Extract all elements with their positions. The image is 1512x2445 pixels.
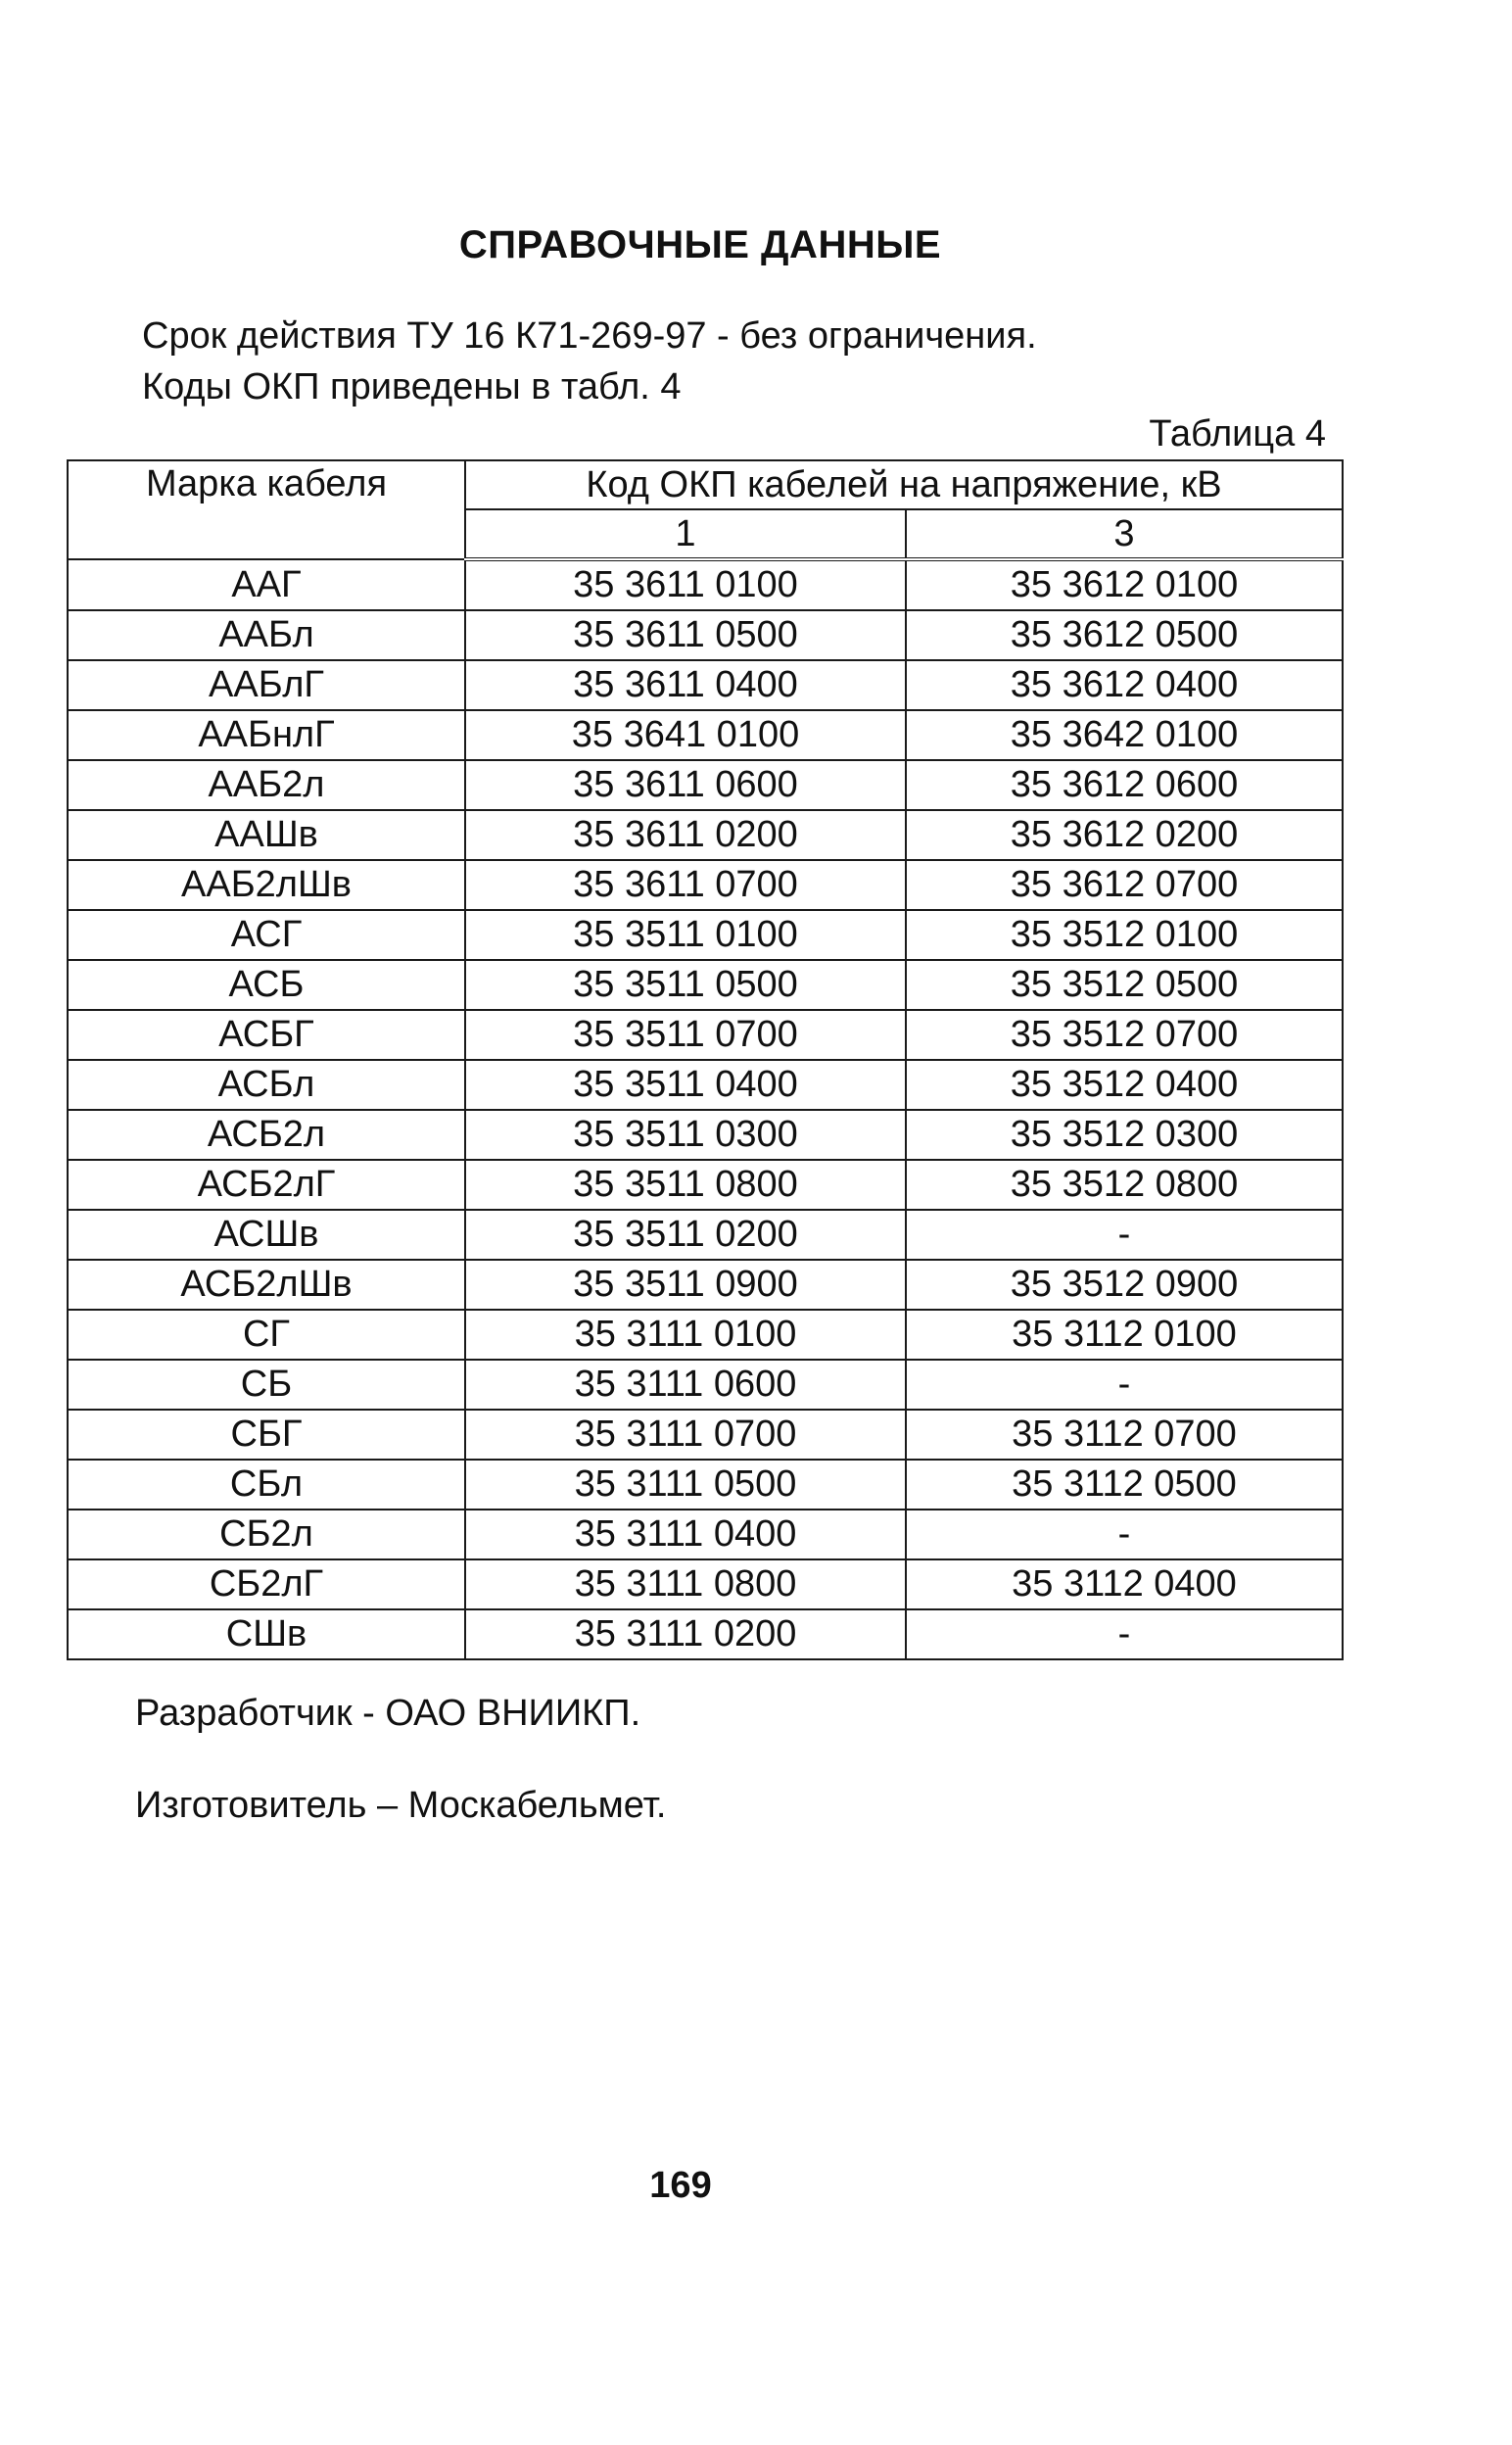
page-number: 169 <box>649 2165 712 2206</box>
table-row <box>68 1160 1343 1210</box>
cable-mark-cell: АСБ2лГ <box>68 1160 465 1210</box>
table-row <box>68 1260 1343 1310</box>
okp-code-3kv-cell: - <box>906 1210 1343 1260</box>
okp-code-3kv-cell: - <box>906 1609 1343 1659</box>
okp-code-3kv-cell: 35 3512 0100 <box>906 910 1343 960</box>
table-row <box>68 710 1343 760</box>
okp-code-1kv-cell: 35 3511 0100 <box>465 910 906 960</box>
cable-mark-cell: СБГ <box>68 1410 465 1460</box>
cable-mark-cell: АСШв <box>68 1210 465 1260</box>
cable-mark-cell: АСБл <box>68 1060 465 1110</box>
okp-code-1kv-cell: 35 3611 0600 <box>465 760 906 810</box>
cable-mark-cell: ААГ <box>68 559 465 610</box>
developer-text: Разработчик - ОАО ВНИИКП. <box>135 1693 641 1734</box>
cable-mark-cell: АСБ <box>68 960 465 1010</box>
okp-code-3kv-cell: 35 3112 0700 <box>906 1410 1343 1460</box>
cable-mark-cell: ААБ2лШв <box>68 860 465 910</box>
table-row <box>68 660 1343 710</box>
okp-code-3kv-cell: 35 3512 0300 <box>906 1110 1343 1160</box>
table-caption: Таблица 4 <box>1149 413 1326 455</box>
cable-mark-cell: АСБ2лШв <box>68 1260 465 1310</box>
okp-code-1kv-cell: 35 3111 0700 <box>465 1410 906 1460</box>
okp-code-1kv-cell: 35 3111 0200 <box>465 1609 906 1659</box>
table-row <box>68 1510 1343 1559</box>
okp-code-1kv-cell: 35 3511 0500 <box>465 960 906 1010</box>
okp-code-1kv-cell: 35 3611 0700 <box>465 860 906 910</box>
cable-mark-cell: СБ2л <box>68 1510 465 1559</box>
table-body <box>68 559 1343 1659</box>
table-row <box>68 1110 1343 1160</box>
table-row <box>68 810 1343 860</box>
okp-code-1kv-cell: 35 3511 0300 <box>465 1110 906 1160</box>
table-row <box>68 960 1343 1010</box>
table-row <box>68 1060 1343 1110</box>
okp-code-1kv-cell: 35 3111 0400 <box>465 1510 906 1559</box>
cable-mark-cell: АСБГ <box>68 1010 465 1060</box>
okp-code-3kv-cell: - <box>906 1360 1343 1410</box>
table-row <box>68 1559 1343 1609</box>
cable-mark-cell: АСГ <box>68 910 465 960</box>
okp-code-3kv-cell: 35 3112 0400 <box>906 1559 1343 1609</box>
okp-code-1kv-cell: 35 3511 0700 <box>465 1010 906 1060</box>
table-row <box>68 760 1343 810</box>
cable-mark-cell: СГ <box>68 1310 465 1360</box>
codes-reference-text: Коды ОКП приведены в табл. 4 <box>142 366 682 408</box>
okp-code-3kv-cell: 35 3512 0800 <box>906 1160 1343 1210</box>
cable-mark-cell: СБ2лГ <box>68 1559 465 1609</box>
table-row <box>68 559 1343 610</box>
header-voltage-3kv: 3 <box>906 509 1343 559</box>
cable-mark-cell: ААБлГ <box>68 660 465 710</box>
cable-mark-cell: ААБнлГ <box>68 710 465 760</box>
table-row <box>68 1210 1343 1260</box>
okp-code-1kv-cell: 35 3611 0400 <box>465 660 906 710</box>
validity-text: Срок действия ТУ 16 К71-269-97 - без ограничения. <box>142 315 1037 357</box>
cable-mark-cell: СШв <box>68 1609 465 1659</box>
table-row <box>68 610 1343 660</box>
cable-mark-cell: СБ <box>68 1360 465 1410</box>
okp-codes-table <box>67 459 1344 1660</box>
okp-code-3kv-cell: 35 3112 0100 <box>906 1310 1343 1360</box>
table-row <box>68 860 1343 910</box>
manufacturer-text: Изготовитель – Москабельмет. <box>135 1785 667 1826</box>
table-row <box>68 1609 1343 1659</box>
cable-mark-cell: СБл <box>68 1460 465 1510</box>
okp-code-1kv-cell: 35 3111 0500 <box>465 1460 906 1510</box>
table-header-row <box>68 460 1343 509</box>
table-row <box>68 1310 1343 1360</box>
okp-code-3kv-cell: 35 3612 0500 <box>906 610 1343 660</box>
cable-mark-cell: АСБ2л <box>68 1110 465 1160</box>
okp-code-3kv-cell: 35 3612 0400 <box>906 660 1343 710</box>
cable-mark-cell: ААБ2л <box>68 760 465 810</box>
table-row <box>68 1410 1343 1460</box>
header-okp-codes: Код ОКП кабелей на напряжение, кВ <box>465 460 1343 509</box>
okp-code-1kv-cell: 35 3611 0100 <box>465 559 906 610</box>
okp-code-3kv-cell: 35 3512 0400 <box>906 1060 1343 1110</box>
okp-code-3kv-cell: 35 3612 0600 <box>906 760 1343 810</box>
okp-code-3kv-cell: 35 3612 0700 <box>906 860 1343 910</box>
page-heading: СПРАВОЧНЫЕ ДАННЫЕ <box>458 223 942 266</box>
cable-mark-cell: ААБл <box>68 610 465 660</box>
okp-code-3kv-cell: 35 3612 0100 <box>906 559 1343 610</box>
okp-code-3kv-cell: - <box>906 1510 1343 1559</box>
table-row <box>68 1460 1343 1510</box>
okp-code-1kv-cell: 35 3641 0100 <box>465 710 906 760</box>
okp-code-3kv-cell: 35 3512 0700 <box>906 1010 1343 1060</box>
okp-code-1kv-cell: 35 3111 0600 <box>465 1360 906 1410</box>
cable-mark-cell: ААШв <box>68 810 465 860</box>
okp-code-1kv-cell: 35 3111 0100 <box>465 1310 906 1360</box>
okp-code-3kv-cell: 35 3512 0900 <box>906 1260 1343 1310</box>
okp-code-1kv-cell: 35 3111 0800 <box>465 1559 906 1609</box>
header-voltage-1kv: 1 <box>465 509 906 559</box>
table-row <box>68 1360 1343 1410</box>
table-row <box>68 910 1343 960</box>
okp-code-3kv-cell: 35 3512 0500 <box>906 960 1343 1010</box>
okp-code-1kv-cell: 35 3611 0500 <box>465 610 906 660</box>
okp-code-1kv-cell: 35 3511 0200 <box>465 1210 906 1260</box>
okp-code-1kv-cell: 35 3511 0800 <box>465 1160 906 1210</box>
okp-code-1kv-cell: 35 3511 0400 <box>465 1060 906 1110</box>
okp-code-3kv-cell: 35 3642 0100 <box>906 710 1343 760</box>
table-row <box>68 1010 1343 1060</box>
okp-code-3kv-cell: 35 3112 0500 <box>906 1460 1343 1510</box>
okp-code-1kv-cell: 35 3611 0200 <box>465 810 906 860</box>
header-cable-mark: Марка кабеля <box>68 460 465 559</box>
okp-code-1kv-cell: 35 3511 0900 <box>465 1260 906 1310</box>
okp-code-3kv-cell: 35 3612 0200 <box>906 810 1343 860</box>
